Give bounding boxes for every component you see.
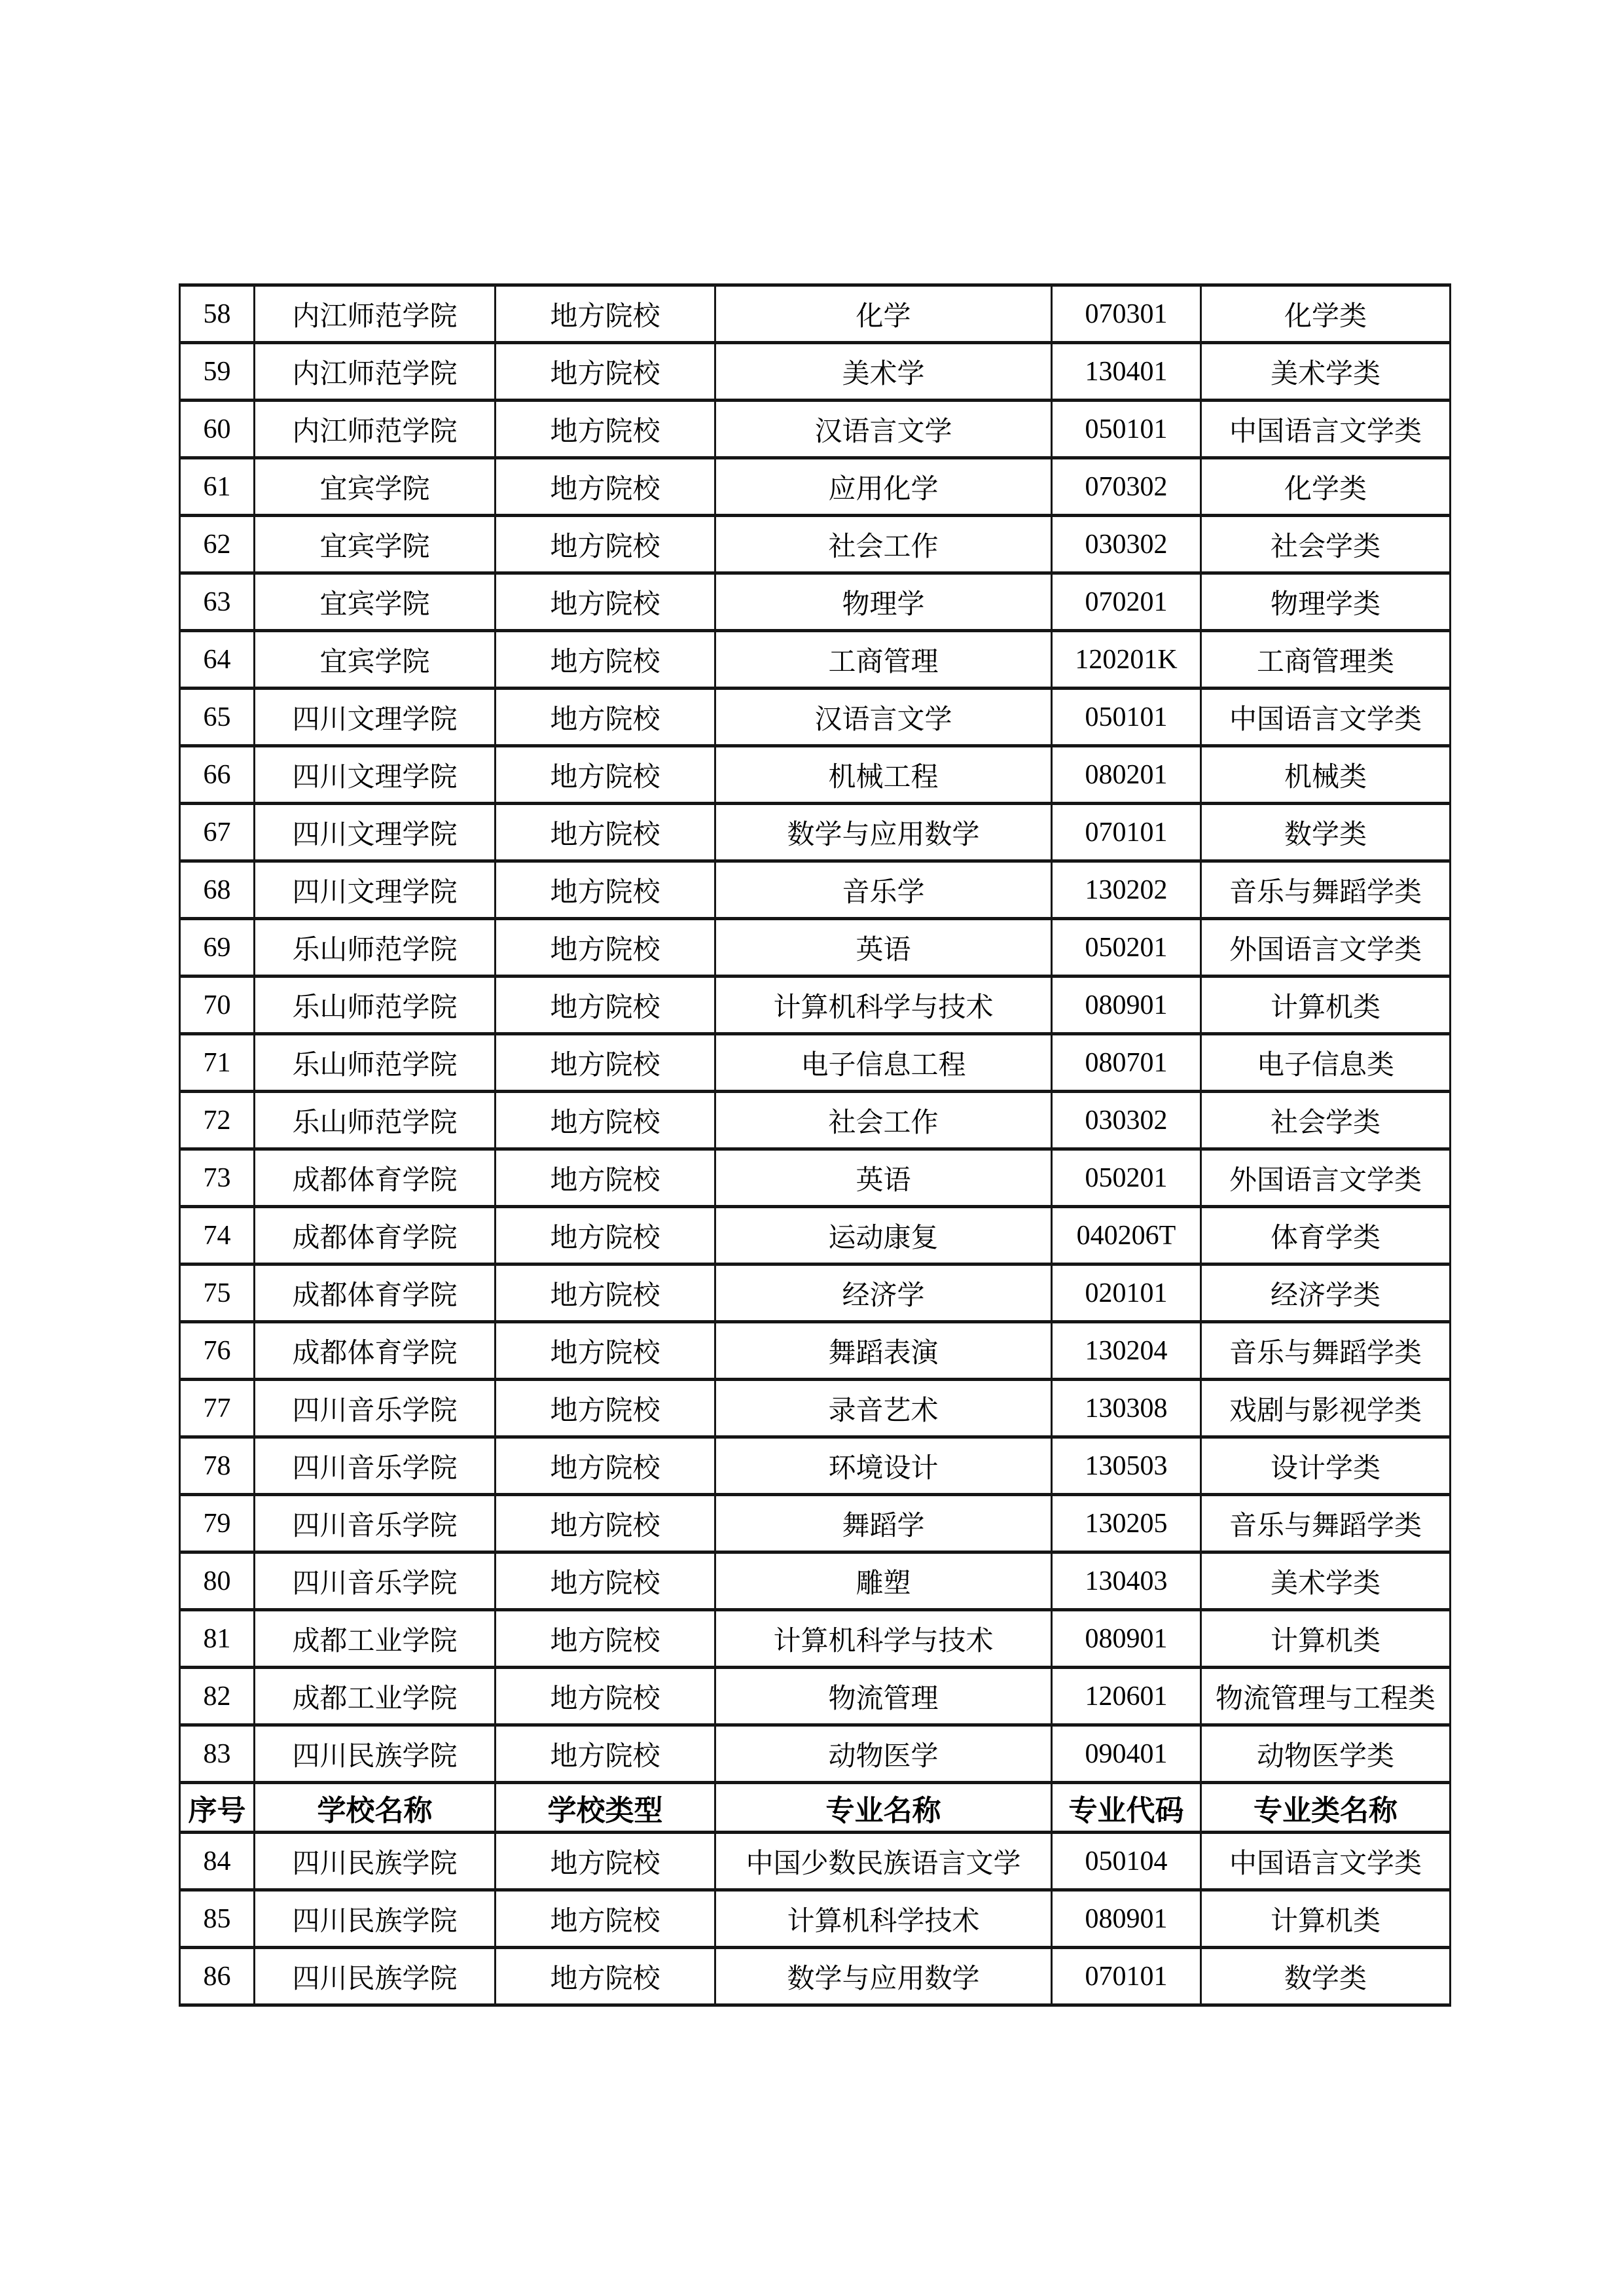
major-category-cell: 物理学类	[1201, 573, 1451, 631]
table-row	[180, 1833, 1451, 1890]
major-code-cell: 050104	[1052, 1833, 1201, 1890]
row-number-cell: 62	[180, 516, 255, 573]
school-name-cell: 成都体育学院	[255, 1265, 496, 1322]
major-category-cell: 经济学类	[1201, 1265, 1451, 1322]
major-code-cell: 080701	[1052, 1034, 1201, 1092]
major-category-cell: 音乐与舞蹈学类	[1201, 861, 1451, 919]
row-number-cell: 63	[180, 573, 255, 631]
major-code-cell: 130401	[1052, 343, 1201, 401]
school-name-cell: 四川民族学院	[255, 1890, 496, 1948]
school-name-cell: 乐山师范学院	[255, 919, 496, 977]
major-name-cell: 汉语言文学	[715, 401, 1052, 458]
major-name-cell: 数学与应用数学	[715, 1948, 1052, 2005]
row-number-cell: 75	[180, 1265, 255, 1322]
table-row	[180, 689, 1451, 746]
row-number-cell: 59	[180, 343, 255, 401]
major-category-cell: 中国语言文学类	[1201, 401, 1451, 458]
school-type-cell: 地方院校	[496, 631, 715, 689]
table-row	[180, 1034, 1451, 1092]
major-name-cell: 计算机科学与技术	[715, 977, 1052, 1034]
major-category-cell: 计算机类	[1201, 1610, 1451, 1668]
school-name-cell: 四川民族学院	[255, 1725, 496, 1783]
row-number-cell: 84	[180, 1833, 255, 1890]
school-name-cell: 内江师范学院	[255, 285, 496, 343]
school-type-cell: 地方院校	[496, 861, 715, 919]
school-type-cell: 地方院校	[496, 573, 715, 631]
major-code-cell: 070301	[1052, 285, 1201, 343]
major-category-cell: 外国语言文学类	[1201, 1149, 1451, 1207]
major-category-cell: 社会学类	[1201, 1092, 1451, 1149]
major-code-cell: 050201	[1052, 919, 1201, 977]
row-number-cell: 69	[180, 919, 255, 977]
table-row	[180, 1322, 1451, 1380]
row-number-cell: 80	[180, 1552, 255, 1610]
header-cell-type: 学校类型	[496, 1783, 715, 1833]
major-name-cell: 汉语言文学	[715, 689, 1052, 746]
school-type-cell: 地方院校	[496, 919, 715, 977]
table-row	[180, 1207, 1451, 1265]
major-code-cell: 020101	[1052, 1265, 1201, 1322]
major-category-cell: 戏剧与影视学类	[1201, 1380, 1451, 1437]
table-row	[180, 1552, 1451, 1610]
major-code-cell: 130403	[1052, 1552, 1201, 1610]
school-type-cell: 地方院校	[496, 746, 715, 804]
school-type-cell: 地方院校	[496, 401, 715, 458]
major-category-cell: 工商管理类	[1201, 631, 1451, 689]
table-row	[180, 746, 1451, 804]
row-number-cell: 77	[180, 1380, 255, 1437]
school-type-cell: 地方院校	[496, 1149, 715, 1207]
table-row	[180, 285, 1451, 343]
school-name-cell: 宜宾学院	[255, 516, 496, 573]
row-number-cell: 67	[180, 804, 255, 861]
table-row	[180, 1149, 1451, 1207]
major-category-cell: 美术学类	[1201, 343, 1451, 401]
major-name-cell: 物理学	[715, 573, 1052, 631]
school-type-cell: 地方院校	[496, 1890, 715, 1948]
major-category-cell: 机械类	[1201, 746, 1451, 804]
school-name-cell: 四川民族学院	[255, 1948, 496, 2005]
major-code-cell: 050101	[1052, 689, 1201, 746]
major-code-cell: 130205	[1052, 1495, 1201, 1552]
table-row	[180, 1668, 1451, 1725]
major-code-cell: 030302	[1052, 516, 1201, 573]
row-number-cell: 74	[180, 1207, 255, 1265]
major-category-cell: 计算机类	[1201, 977, 1451, 1034]
table-row	[180, 1380, 1451, 1437]
table-row	[180, 458, 1451, 516]
header-cell-category: 专业类名称	[1201, 1783, 1451, 1833]
major-code-cell: 080201	[1052, 746, 1201, 804]
major-name-cell: 舞蹈学	[715, 1495, 1052, 1552]
school-name-cell: 乐山师范学院	[255, 977, 496, 1034]
table-row	[180, 1610, 1451, 1668]
school-type-cell: 地方院校	[496, 516, 715, 573]
table-row	[180, 573, 1451, 631]
major-code-cell: 130308	[1052, 1380, 1201, 1437]
row-number-cell: 76	[180, 1322, 255, 1380]
school-type-cell: 地方院校	[496, 1725, 715, 1783]
major-category-cell: 物流管理与工程类	[1201, 1668, 1451, 1725]
school-type-cell: 地方院校	[496, 1833, 715, 1890]
major-name-cell: 社会工作	[715, 516, 1052, 573]
header-cell-no: 序号	[180, 1783, 255, 1833]
table-row	[180, 1495, 1451, 1552]
major-code-cell: 120201K	[1052, 631, 1201, 689]
row-number-cell: 73	[180, 1149, 255, 1207]
school-name-cell: 乐山师范学院	[255, 1092, 496, 1149]
row-number-cell: 79	[180, 1495, 255, 1552]
major-code-cell: 050201	[1052, 1149, 1201, 1207]
school-type-cell: 地方院校	[496, 1610, 715, 1668]
major-name-cell: 雕塑	[715, 1552, 1052, 1610]
major-code-cell: 130204	[1052, 1322, 1201, 1380]
school-type-cell: 地方院校	[496, 1034, 715, 1092]
school-name-cell: 成都工业学院	[255, 1668, 496, 1725]
major-category-cell: 化学类	[1201, 458, 1451, 516]
school-type-cell: 地方院校	[496, 1668, 715, 1725]
major-name-cell: 英语	[715, 919, 1052, 977]
major-name-cell: 工商管理	[715, 631, 1052, 689]
major-name-cell: 音乐学	[715, 861, 1052, 919]
major-name-cell: 环境设计	[715, 1437, 1052, 1495]
major-name-cell: 数学与应用数学	[715, 804, 1052, 861]
row-number-cell: 85	[180, 1890, 255, 1948]
school-name-cell: 内江师范学院	[255, 343, 496, 401]
major-name-cell: 美术学	[715, 343, 1052, 401]
table-row	[180, 343, 1451, 401]
major-name-cell: 物流管理	[715, 1668, 1052, 1725]
row-number-cell: 70	[180, 977, 255, 1034]
major-name-cell: 机械工程	[715, 746, 1052, 804]
school-name-cell: 成都体育学院	[255, 1322, 496, 1380]
school-type-cell: 地方院校	[496, 285, 715, 343]
major-code-cell: 080901	[1052, 1890, 1201, 1948]
table-row	[180, 1890, 1451, 1948]
major-category-cell: 音乐与舞蹈学类	[1201, 1322, 1451, 1380]
table-row	[180, 1265, 1451, 1322]
major-category-cell: 中国语言文学类	[1201, 1833, 1451, 1890]
school-name-cell: 四川文理学院	[255, 861, 496, 919]
major-category-cell: 化学类	[1201, 285, 1451, 343]
row-number-cell: 78	[180, 1437, 255, 1495]
school-name-cell: 四川民族学院	[255, 1833, 496, 1890]
major-category-cell: 美术学类	[1201, 1552, 1451, 1610]
major-name-cell: 应用化学	[715, 458, 1052, 516]
major-code-cell: 040206T	[1052, 1207, 1201, 1265]
major-name-cell: 经济学	[715, 1265, 1052, 1322]
school-type-cell: 地方院校	[496, 1207, 715, 1265]
major-code-cell: 070201	[1052, 573, 1201, 631]
major-category-cell: 外国语言文学类	[1201, 919, 1451, 977]
row-number-cell: 81	[180, 1610, 255, 1668]
table-body	[180, 285, 1451, 2005]
table-row	[180, 1948, 1451, 2005]
major-category-cell: 社会学类	[1201, 516, 1451, 573]
school-name-cell: 成都体育学院	[255, 1149, 496, 1207]
school-name-cell: 内江师范学院	[255, 401, 496, 458]
header-cell-school: 学校名称	[255, 1783, 496, 1833]
major-name-cell: 英语	[715, 1149, 1052, 1207]
school-type-cell: 地方院校	[496, 343, 715, 401]
school-type-cell: 地方院校	[496, 1092, 715, 1149]
major-code-cell: 080901	[1052, 977, 1201, 1034]
table-row	[180, 401, 1451, 458]
major-code-cell: 070101	[1052, 804, 1201, 861]
major-category-cell: 电子信息类	[1201, 1034, 1451, 1092]
school-name-cell: 成都工业学院	[255, 1610, 496, 1668]
major-name-cell: 社会工作	[715, 1092, 1052, 1149]
major-code-cell: 070101	[1052, 1948, 1201, 2005]
school-name-cell: 成都体育学院	[255, 1207, 496, 1265]
major-name-cell: 舞蹈表演	[715, 1322, 1052, 1380]
major-code-cell: 030302	[1052, 1092, 1201, 1149]
major-code-cell: 070302	[1052, 458, 1201, 516]
major-name-cell: 电子信息工程	[715, 1034, 1052, 1092]
school-type-cell: 地方院校	[496, 1380, 715, 1437]
row-number-cell: 64	[180, 631, 255, 689]
major-name-cell: 中国少数民族语言文学	[715, 1833, 1052, 1890]
school-name-cell: 四川音乐学院	[255, 1437, 496, 1495]
major-category-cell: 数学类	[1201, 1948, 1451, 2005]
major-name-cell: 动物医学	[715, 1725, 1052, 1783]
school-name-cell: 宜宾学院	[255, 458, 496, 516]
table-row	[180, 861, 1451, 919]
major-category-cell: 动物医学类	[1201, 1725, 1451, 1783]
major-name-cell: 计算机科学技术	[715, 1890, 1052, 1948]
major-code-cell: 130503	[1052, 1437, 1201, 1495]
school-name-cell: 四川音乐学院	[255, 1380, 496, 1437]
table-row	[180, 1092, 1451, 1149]
major-name-cell: 录音艺术	[715, 1380, 1052, 1437]
column-header-row	[180, 1783, 1451, 1833]
major-name-cell: 化学	[715, 285, 1052, 343]
table-row	[180, 804, 1451, 861]
school-type-cell: 地方院校	[496, 1552, 715, 1610]
university-majors-table	[179, 283, 1451, 2007]
table-row	[180, 1725, 1451, 1783]
school-type-cell: 地方院校	[496, 1437, 715, 1495]
row-number-cell: 58	[180, 285, 255, 343]
major-name-cell: 计算机科学与技术	[715, 1610, 1052, 1668]
school-type-cell: 地方院校	[496, 689, 715, 746]
row-number-cell: 82	[180, 1668, 255, 1725]
row-number-cell: 60	[180, 401, 255, 458]
major-code-cell: 120601	[1052, 1668, 1201, 1725]
row-number-cell: 83	[180, 1725, 255, 1783]
school-name-cell: 宜宾学院	[255, 573, 496, 631]
school-type-cell: 地方院校	[496, 1322, 715, 1380]
table-row	[180, 516, 1451, 573]
major-category-cell: 设计学类	[1201, 1437, 1451, 1495]
row-number-cell: 61	[180, 458, 255, 516]
school-name-cell: 四川音乐学院	[255, 1552, 496, 1610]
school-name-cell: 乐山师范学院	[255, 1034, 496, 1092]
row-number-cell: 72	[180, 1092, 255, 1149]
table-row	[180, 977, 1451, 1034]
row-number-cell: 66	[180, 746, 255, 804]
major-category-cell: 体育学类	[1201, 1207, 1451, 1265]
school-type-cell: 地方院校	[496, 804, 715, 861]
major-name-cell: 运动康复	[715, 1207, 1052, 1265]
major-code-cell: 080901	[1052, 1610, 1201, 1668]
row-number-cell: 65	[180, 689, 255, 746]
major-code-cell: 050101	[1052, 401, 1201, 458]
table-row	[180, 631, 1451, 689]
header-cell-code: 专业代码	[1052, 1783, 1201, 1833]
school-name-cell: 四川音乐学院	[255, 1495, 496, 1552]
school-name-cell: 四川文理学院	[255, 689, 496, 746]
row-number-cell: 71	[180, 1034, 255, 1092]
major-code-cell: 090401	[1052, 1725, 1201, 1783]
major-category-cell: 音乐与舞蹈学类	[1201, 1495, 1451, 1552]
school-type-cell: 地方院校	[496, 1948, 715, 2005]
school-name-cell: 四川文理学院	[255, 746, 496, 804]
school-type-cell: 地方院校	[496, 977, 715, 1034]
major-category-cell: 计算机类	[1201, 1890, 1451, 1948]
row-number-cell: 86	[180, 1948, 255, 2005]
school-name-cell: 四川文理学院	[255, 804, 496, 861]
row-number-cell: 68	[180, 861, 255, 919]
table-row	[180, 919, 1451, 977]
school-type-cell: 地方院校	[496, 1265, 715, 1322]
school-name-cell: 宜宾学院	[255, 631, 496, 689]
major-category-cell: 中国语言文学类	[1201, 689, 1451, 746]
school-type-cell: 地方院校	[496, 458, 715, 516]
major-category-cell: 数学类	[1201, 804, 1451, 861]
major-code-cell: 130202	[1052, 861, 1201, 919]
header-cell-major: 专业名称	[715, 1783, 1052, 1833]
school-type-cell: 地方院校	[496, 1495, 715, 1552]
table-row	[180, 1437, 1451, 1495]
